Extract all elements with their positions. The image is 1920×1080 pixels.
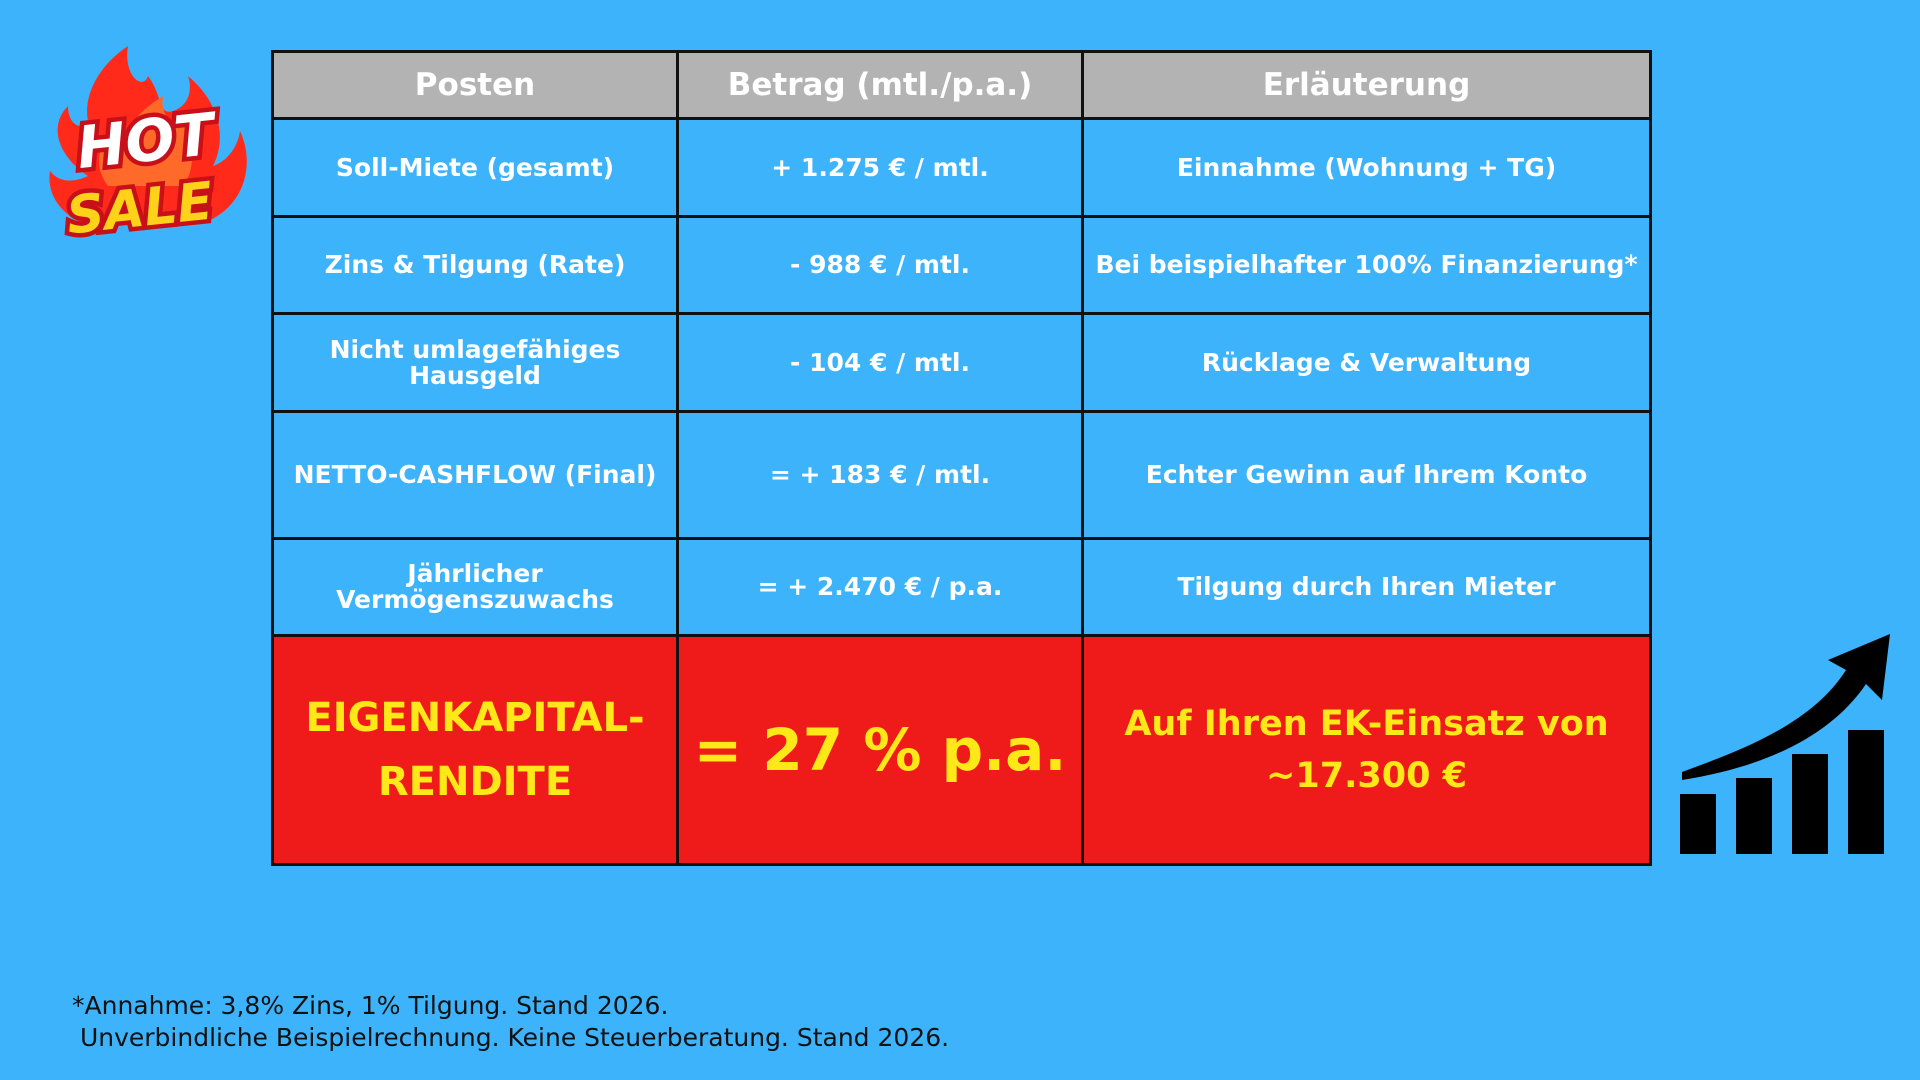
header-erlaeuterung: Erläuterung [1083,52,1651,119]
growth-chart-icon [1678,630,1893,860]
highlight-label: EIGENKAPITAL-RENDITE [273,636,678,865]
row-betrag: - 988 € / mtl. [678,217,1083,314]
row-betrag: = + 2.470 € / p.a. [678,539,1083,636]
highlight-note: Auf Ihren EK-Einsatz von ~17.300 € [1083,636,1651,865]
row-betrag: + 1.275 € / mtl. [678,119,1083,217]
row-note: Rücklage & Verwaltung [1083,314,1651,412]
header-betrag: Betrag (mtl./p.a.) [678,52,1083,119]
hot-sale-badge [28,36,258,256]
row-note: Tilgung durch Ihren Mieter [1083,539,1651,636]
table-row [273,314,1651,412]
row-posten: Zins & Tilgung (Rate) [273,217,678,314]
row-posten: NETTO-CASHFLOW (Final) [273,412,678,539]
badge-sale-text: SALE [63,171,216,247]
highlight-row [273,636,1651,865]
table-header-row [273,52,1651,119]
footnote-line-2: Unverbindliche Beispielrechnung. Keine Steuerberatung. Stand 2026. [72,1023,950,1052]
row-posten: Soll-Miete (gesamt) [273,119,678,217]
cashflow-table [271,50,1649,866]
row-note: Bei beispielhafter 100% Finanzierung* [1083,217,1651,314]
row-note: Echter Gewinn auf Ihrem Konto [1083,412,1651,539]
row-betrag: - 104 € / mtl. [678,314,1083,412]
table-row [273,217,1651,314]
row-betrag: = + 183 € / mtl. [678,412,1083,539]
flame-badge-icon [28,36,258,256]
row-posten: Nicht umlagefähiges Hausgeld [273,314,678,412]
highlight-value: = 27 % p.a. [678,636,1083,865]
header-posten: Posten [273,52,678,119]
row-note: Einnahme (Wohnung + TG) [1083,119,1651,217]
footnote-line-1: *Annahme: 3,8% Zins, 1% Tilgung. Stand 2026. [72,991,669,1020]
badge-hot-text: HOT [73,100,218,183]
table-row [273,539,1651,636]
row-posten: Jährlicher Vermögenszuwachs [273,539,678,636]
footnote [72,990,949,1054]
table-row [273,412,1651,539]
table-row [273,119,1651,217]
